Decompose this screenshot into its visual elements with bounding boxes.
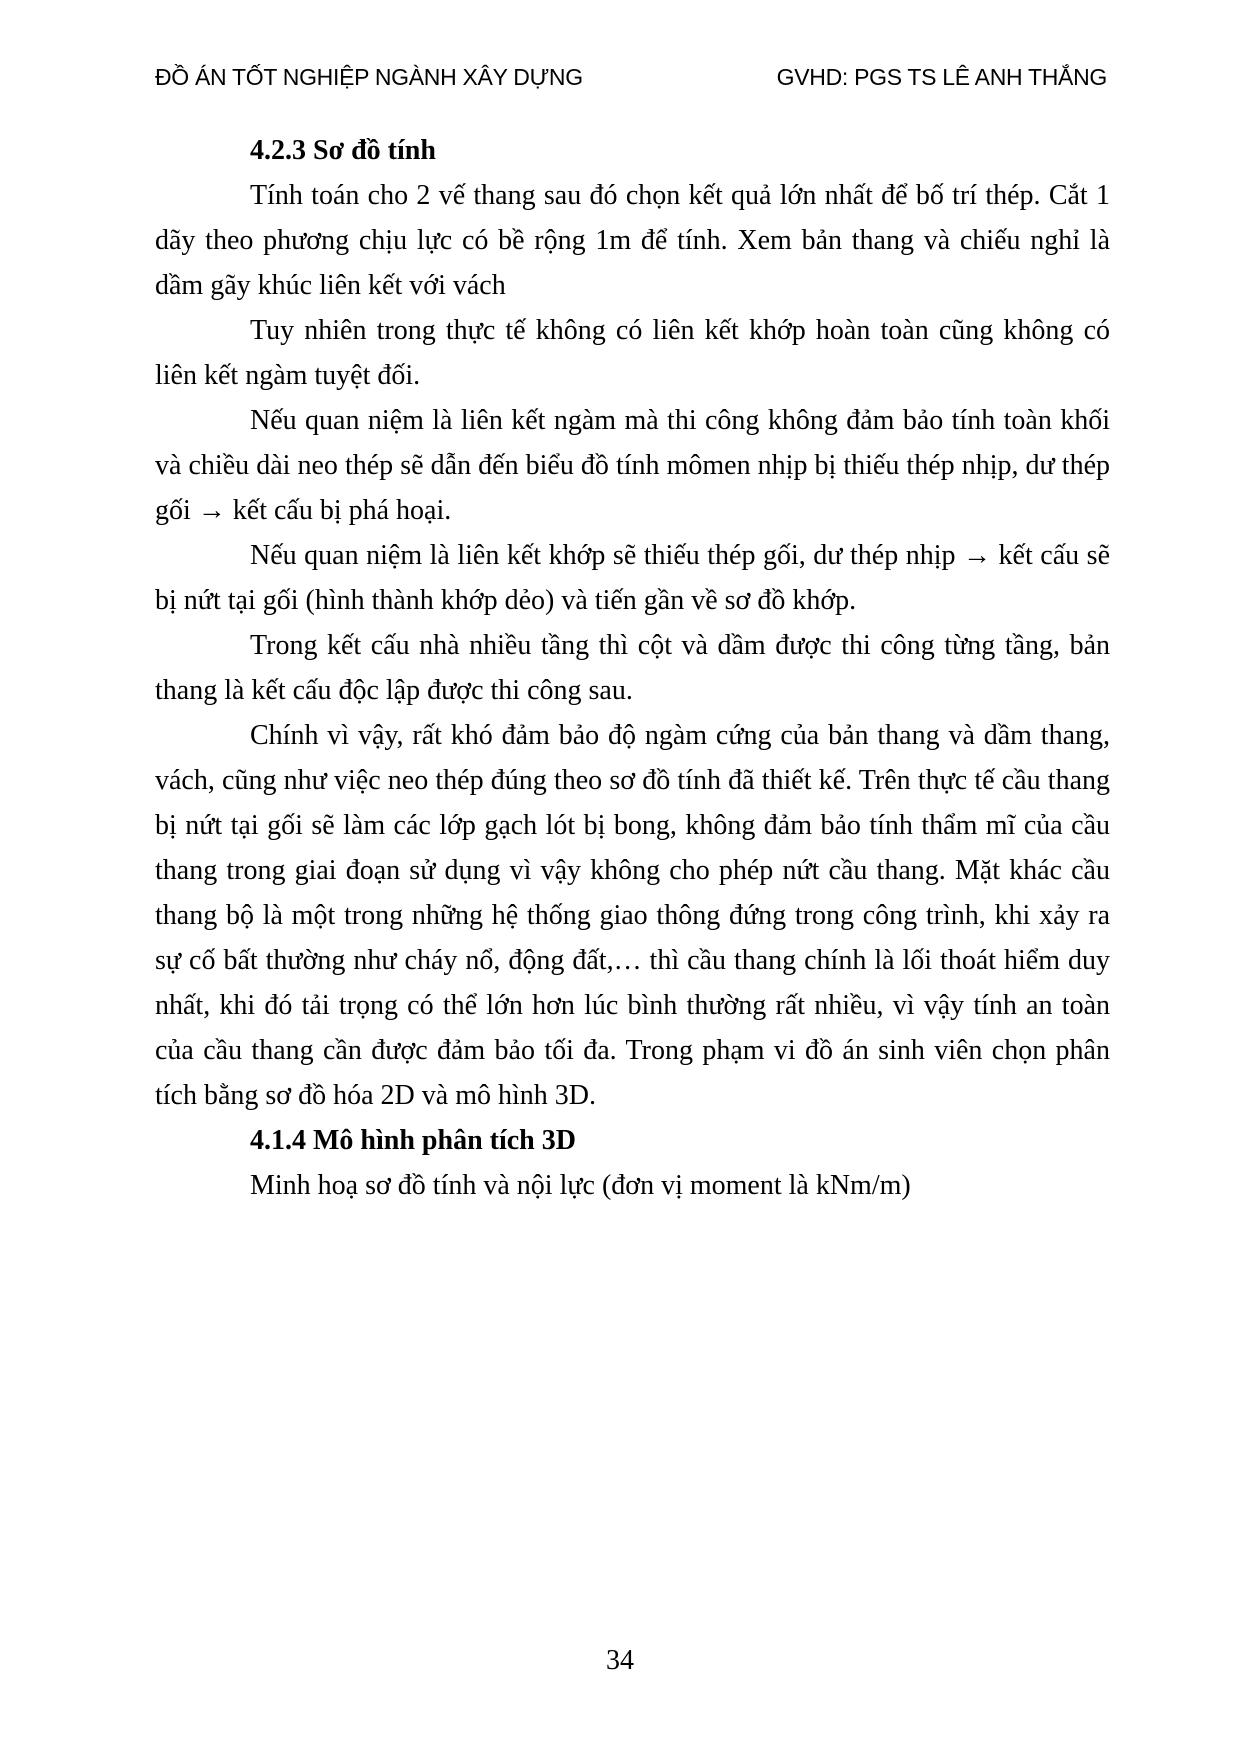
- figure-caption: Minh hoạ sơ đồ tính và nội lực (đơn vị moment là kNm/m): [250, 1170, 911, 1201]
- section-heading-4-2-3: 4.2.3 Sơ đồ tính: [250, 135, 436, 166]
- paragraph: Tính toán cho 2 vế thang sau đó chọn kết quả lớn nhất để bố trí thép. Cắt 1 dãy theo phương chịu lực có bề rộng 1m để tính. Xem bản thang và chiếu nghỉ là dầm gãy khúc liên kết với vách: [155, 180, 1110, 301]
- document-body: [155, 128, 1110, 1208]
- paragraph: Nếu quan niệm là liên kết khớp sẽ thiếu thép gối, dư thép nhịp → kết cấu sẽ bị nứt tại gối (hình thành khớp dẻo) và tiến gần về sơ đồ khớp.: [155, 540, 1110, 616]
- paragraph: Chính vì vậy, rất khó đảm bảo độ ngàm cứng của bản thang và dầm thang, vách, cũng như việc neo thép đúng theo sơ đồ tính đã thiết kế. Trên thực tế cầu thang bị nứt tại gối sẽ làm các lớp gạch lót bị bong, không đảm bảo tính thẩm mĩ của cầu thang trong giai đoạn sử dụng vì vậy không cho phép nứt cầu thang. Mặt khác cầu thang bộ là một trong những hệ thống giao thông đứng trong công trình, khi xảy ra sự cố bất thường như cháy nổ, động đất,… thì cầu thang chính là lối thoát hiểm duy nhất, khi đó tải trọng có thể lớn hơn lúc bình thường rất nhiều, vì vậy tính an toàn của cầu thang cần được đảm bảo tối đa. Trong phạm vi đồ án sinh viên chọn phân tích bằng sơ đồ hóa 2D và mô hình 3D.: [155, 720, 1110, 1111]
- header-left-title: ĐỒ ÁN TỐT NGHIỆP NGÀNH XÂY DỰNG: [155, 64, 583, 90]
- page-number: 34: [606, 1645, 634, 1676]
- section-heading-4-1-4: 4.1.4 Mô hình phân tích 3D: [250, 1125, 576, 1156]
- paragraph: Tuy nhiên trong thực tế không có liên kết khớp hoàn toàn cũng không có liên kết ngàm tuyệt đối.: [155, 315, 1110, 391]
- header-right-title: GVHD: PGS TS LÊ ANH THẮNG: [776, 64, 1107, 90]
- page-header: [155, 64, 1107, 91]
- paragraph: Trong kết cấu nhà nhiều tầng thì cột và dầm được thi công từng tầng, bản thang là kết cấu độc lập được thi công sau.: [155, 630, 1110, 706]
- paragraph: Nếu quan niệm là liên kết ngàm mà thi công không đảm bảo tính toàn khối và chiều dài neo thép sẽ dẫn đến biểu đồ tính mômen nhịp bị thiếu thép nhịp, dư thép gối → kết cấu bị phá hoại.: [155, 405, 1110, 526]
